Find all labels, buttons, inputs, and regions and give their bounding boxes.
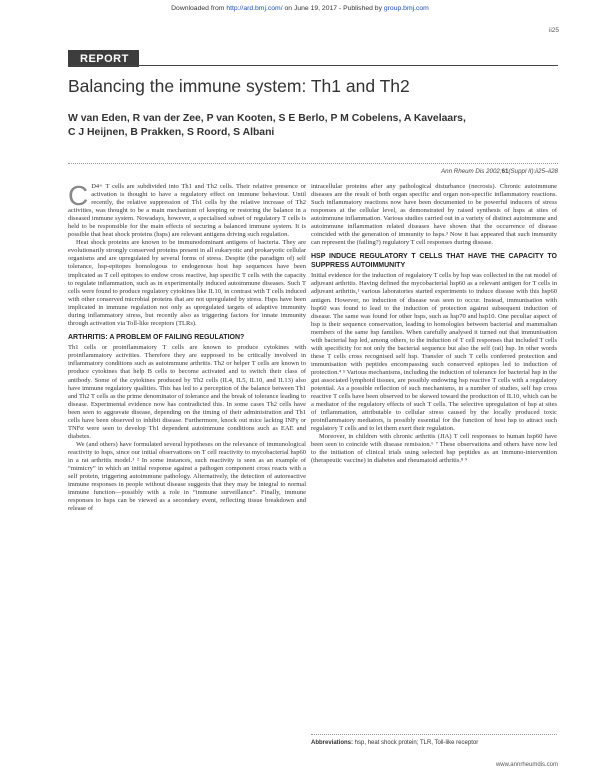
left-column bbox=[68, 180, 306, 513]
abbreviations-divider bbox=[311, 734, 557, 735]
paragraph: Th1 cells or proinflammatory T cells are known to produce cytokines with proinflammatory activities. Therefore they are supposed to be critically involved in inflammatory conditions such as autoimmune arthritis. Th2 or helper T cells are known to produce cytokines that help B cells to become activated and to switch their class of antibody. Some of the cytokines produced by Th2 cells (IL4, IL5, IL10, and IL13) also have immune regulatory qualities. This has led to a perception of the balance between Th1 and Th2 T cells as the prime denominator of tolerance and the break of tolerance leading to disease. Experimental evidence now has contradicted this. In some cases Th2 cells have been seen to aggravate disease, depending on the timing of their administration and Th1 cells have been observed to inhibit disease. Furthermore, knock out mice lacking INFγ or TNFα were seen to develop Th1 dependent autoimmune conditions such as EAE and diabetes. bbox=[68, 344, 306, 440]
header-divider bbox=[68, 163, 558, 164]
footer-url: www.annrheumdis.com bbox=[495, 762, 558, 768]
citation: Ann Rheum Dis 2002;61(Suppl II):ii25–ii28 bbox=[441, 168, 558, 175]
report-label: REPORT bbox=[68, 50, 139, 67]
section-heading-arthritis: ARTHRITIS: A PROBLEM OF FAILING REGULATION? bbox=[68, 333, 245, 341]
download-banner: Downloaded from http://ard.bmj.com/ on June 19, 2017 - Published by group.bmj.com bbox=[171, 5, 429, 12]
author-line-1: W van Eden, R van der Zee, P van Kooten, S E Berlo, P M Cobelens, A Kavelaars, bbox=[68, 113, 466, 124]
article-title: Balancing the immune system: Th1 and Th2 bbox=[68, 76, 410, 96]
right-column bbox=[311, 183, 557, 466]
author-list bbox=[68, 112, 558, 140]
dropcap: C bbox=[68, 180, 89, 211]
paragraph: Moreover, in children with chronic arthritis (JIA) T cell responses to human hsp60 have been seen to coincide with disease remission.⁶ ⁷ These observations and others have now led to the initiation of clinical trials using selected hsp peptides as an immuno-intervention (therapeutic vaccine) in diabetes and rheumatoid arthritis.⁸ ⁹ bbox=[311, 433, 557, 465]
section-heading-hsp: HSP INDUCE REGULATORY T CELLS THAT HAVE THE CAPACITY TO SUPPRESS AUTOIMMUNITY bbox=[311, 253, 557, 269]
author-line-2: C J Heijnen, B Prakken, S Roord, S Albani bbox=[68, 127, 275, 138]
paragraph: We (and others) have formulated several hypotheses on the relevance of immunological reactivity to hsps, since our initial observations on T cell reactivity to mycobacterial hsp60 in a rat arthritis model.¹ ² In some instances, such reactivity is seen as an example of “mimicry” in which an initial response against a pathogen component cross reacts with a self protein, triggering autoimmune pathology. Alternatively, the detection of autoreactive immune responses in people without disease suggests that they may be integral to normal immune function—possibly with a role in “immune surveillance”. Finally, immune responses to hsps can be viewed as a secondary event, reflecting tissue breakdown and release of bbox=[68, 440, 306, 513]
paragraph: Heat shock proteins are known to be immunodominant antigens of bacteria. They are evolutionarily strongly conserved proteins present in all eukaryotic and prokaryotic cellular organisms and are upregulated by several forms of stress. Despite (the paradigm of) self tolerance, hsp-epitopes homologous to endogenous host hsp sequences have been implicated as T cell epitopes to endow cross reactive, hsp specific T cells with the capacity to regulate inflammation, such as in experimentally induced autoimmune diseases. Such T cells were found to produce regulatory cytokines like IL10, in contrast with T cells induced with other conserved microbial proteins that are not upregulated by stress. Hsps have been implicated in immune regulation not only as upregulated targets of adaptive immunity during inflammatory stress, but recently also as triggering factors for innate immunity through activation via Toll-like receptors (TLRs). bbox=[68, 239, 306, 327]
intro-paragraph: C D4+ T cells are subdivided into Th1 and Th2 cells. Their relative presence or activation is thought to have a regulatory effect on immune behaviour. Until recently, the relative suppression of Th1 cells by the relative increase of Th2 activities, was thought to be a main mechanism of keeping or restoring the balance in a diseased immune system. Nowadays, however, a specialised subset of regulatory T cells is held to be responsible for the main effects of securing a balanced immune system. It is possible that heat shock proteins (hsps) are relevant antigens driving such regulation. bbox=[68, 180, 306, 239]
paragraph: intracellular proteins after any pathological disturbance (necrosis). Chronic autoimmune diseases are the result of both organ specific and organ non-specific inflammatory reactions. Such inflammatory reactions now have been documented to be powerful inducers of stress responses at the cellular level, as demonstrated by raised synthesis of hsps at sites of autoimmune inflammation. Various studies carried out in a variety of distinct autoimmune and autoimmune inflammation related diseases have shown that the occurrence of disease coincided with the generation of immunity to hsps.³ Now it has appeared that such immunity can represent the (failing?) regulatory T cell responses during disease. bbox=[311, 183, 557, 247]
paragraph: Initial evidence for the induction of regulatory T cells by hsp was collected in the rat model of adjuvant arthritis. Having defined the mycobacterial hsp60 as a relevant antigen for T cells in adjuvant arthritis,¹ various laboratories started experiments to induce disease with this hsp60 antigen. However, no induction of disease was seen to occur. Instead, immunisation with hsp60 was found to lead to the induction of protection against subsequent induction of disease. The same was found for other hsps, such as hsp70 and hsp10. One peculiar aspect of hsp is their sequence conservation, leading to homologies between bacterial and mammalian members of the same hsp families. When carefully analysed it turned out that immunisation with bacterial hsp led, among others, to the induction of T cell responses that included T cells with specificity for not only the bacterial sequence but also the self (rat) hsp. In other words these T cells cross recognised self hsp. Transfer of such T cells conferred protection and immunisation with peptides encompassing such conserved epitopes led to induction of protection.⁴ ⁵ Various mechanisms, including the induction of tolerance for bacterial hsp in the gut associated lymphoid tissues, are possibly endowing hsp reactive T cells with a regulatory potential. As a possible reflection of such mechanisms, in a number of studies, self hsp cross reactive T cells have been observed to be skewed toward the production of IL10, which can be a mediator of the regulatory effects of such T cells. The selective upregulation of hsp at sites of inflammation, attributable to cellular stress caused by the locally produced toxic proinflammatory mediators, is possibly essential for the function of host hsp to attract such regulatory T cells and to let them exert their regulation. bbox=[311, 272, 557, 433]
abbreviations: Abbreviations: hsp, heat shock protein; TLR, Toll-like receptor bbox=[311, 740, 479, 746]
report-rule bbox=[68, 65, 558, 66]
group-bmj-link[interactable]: group.bmj.com bbox=[383, 5, 429, 12]
page-number: ii25 bbox=[548, 27, 559, 34]
ard-link[interactable]: http://ard.bmj.com/ bbox=[226, 5, 283, 12]
